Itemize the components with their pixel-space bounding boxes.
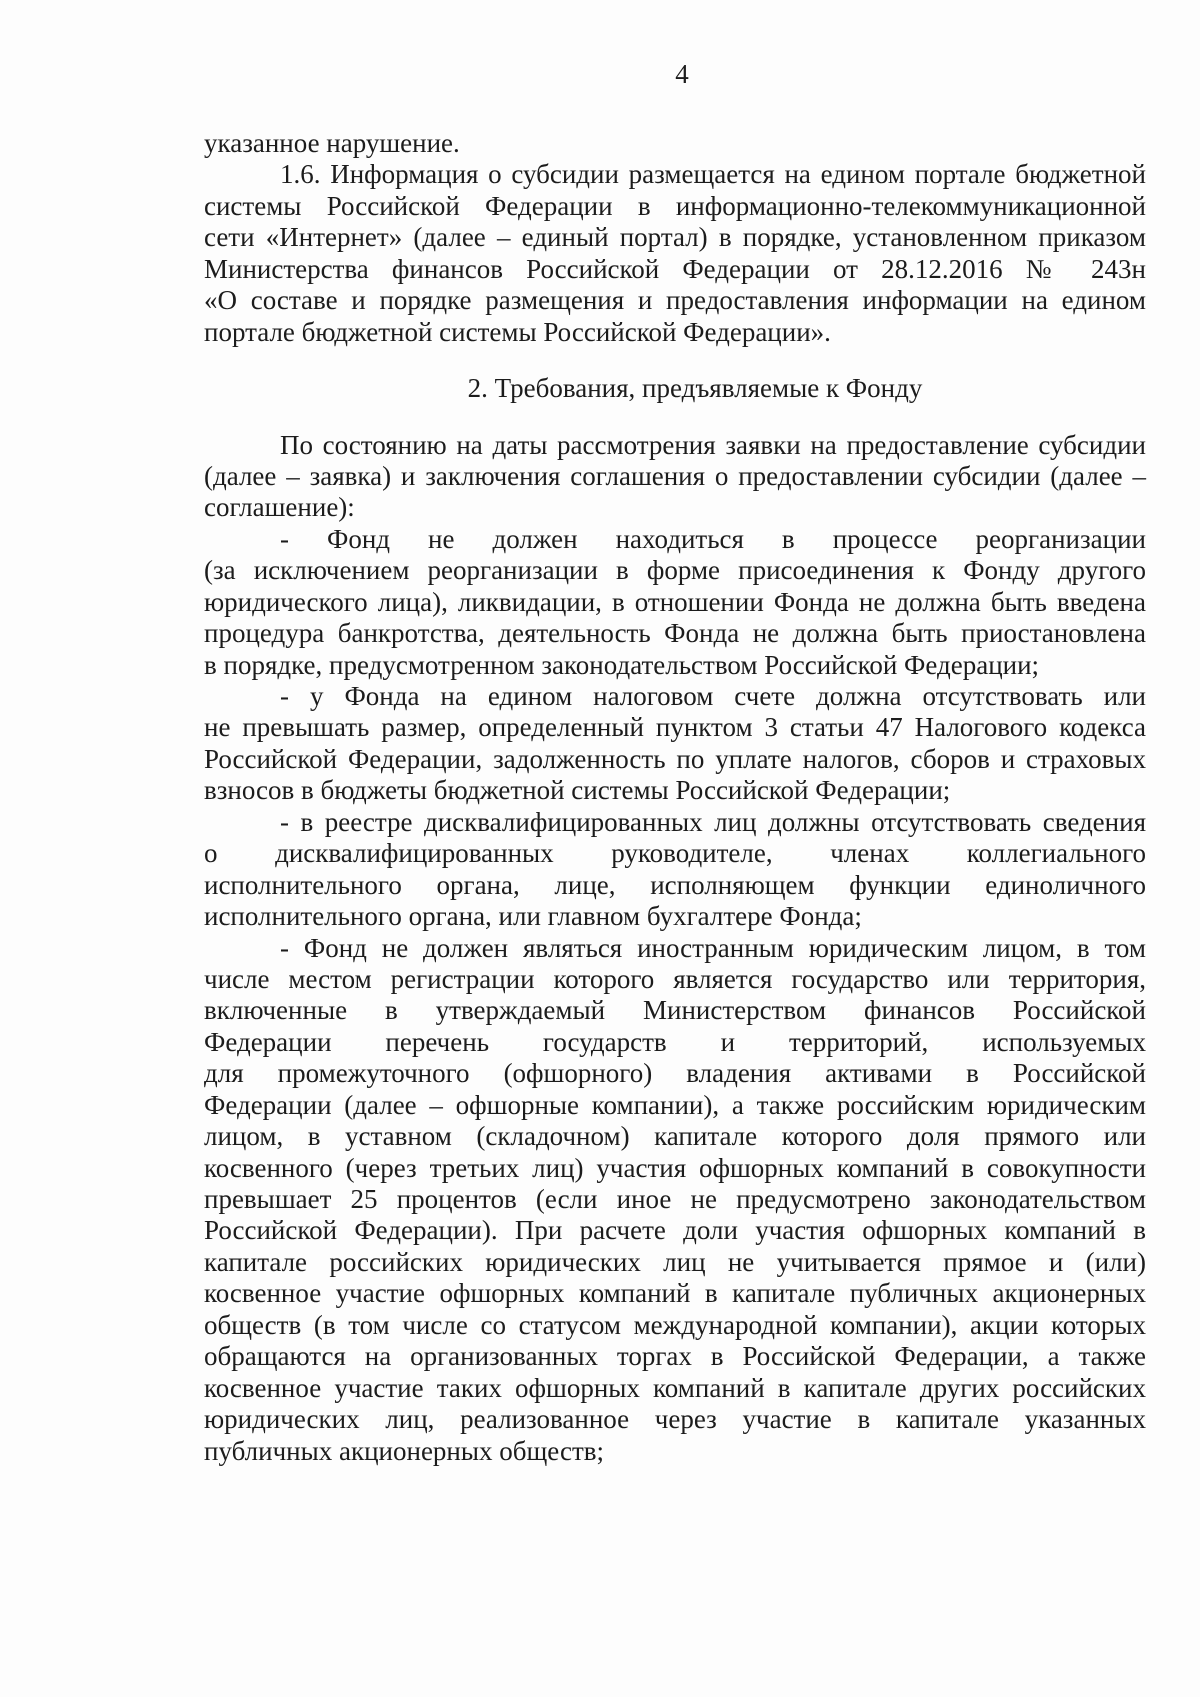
text-line: публичных акционерных обществ; bbox=[204, 1435, 604, 1466]
text-line: косвенное участие офшорных компаний в капитале публичных акционерных bbox=[204, 1278, 1146, 1309]
text-line: системы Российской Федерации в информационно-телекоммуникационной bbox=[204, 190, 1146, 221]
text-line: - в реестре дисквалифицированных лиц должны отсутствовать сведения bbox=[280, 806, 1146, 837]
text-line: «О составе и порядке размещения и предоставления информации на едином bbox=[204, 285, 1146, 316]
text-line: сети «Интернет» (далее – единый портал) в порядке, установленном приказом bbox=[204, 222, 1146, 253]
text-line: обществ (в том числе со статусом международной компании), акции которых bbox=[204, 1309, 1146, 1340]
text-line: - у Фонда на едином налоговом счете должна отсутствовать или bbox=[280, 681, 1146, 711]
text-line: (далее – заявка) и заключения соглашения о предоставлении субсидии (далее – bbox=[204, 460, 1146, 491]
text-line: превышает 25 процентов (если иное не предусмотрено законодательством bbox=[204, 1184, 1146, 1214]
text-line: в порядке, предусмотренном законодательством Российской Федерации; bbox=[204, 649, 1040, 680]
text-line: 1.6. Информация о субсидии размещается на едином портале бюджетной bbox=[280, 159, 1146, 190]
text-line: Федерации перечень государств и территорий, используемых bbox=[204, 1026, 1146, 1057]
text-line: включенные в утверждаемый Министерством финансов Российской bbox=[204, 995, 1146, 1026]
text-line: - Фонд не должен являться иностранным юридическим лицом, в том bbox=[280, 932, 1146, 963]
text-line: о дисквалифицированных руководителе, членах коллегиального bbox=[204, 838, 1146, 869]
text-line: обращаются на организованных торгах в Российской Федерации, а также bbox=[204, 1341, 1146, 1372]
text-line: лицом, в уставном (складочном) капитале которого доля прямого или bbox=[204, 1121, 1146, 1152]
text-line: соглашение): bbox=[204, 492, 355, 523]
text-line: Министерства финансов Российской Федерации от 28.12.2016 № 243н bbox=[204, 253, 1146, 284]
text-line: процедура банкротства, деятельность Фонда не должна быть приостановлена bbox=[204, 618, 1146, 649]
text-line: По состоянию на даты рассмотрения заявки на предоставление субсидии bbox=[280, 429, 1146, 460]
page-number: 4 bbox=[675, 59, 689, 89]
text-line: портале бюджетной системы Российской Федерации». bbox=[204, 316, 831, 347]
section-heading: 2. Требования, предъявляемые к Фонду bbox=[467, 373, 923, 404]
text-line: косвенного (через третьих лиц) участия офшорных компаний в совокупности bbox=[204, 1152, 1146, 1183]
text-line: исполнительного органа, лице, исполняющем функции единоличного bbox=[204, 869, 1146, 900]
text-line: исполнительного органа, или главном бухгалтере Фонда; bbox=[204, 901, 862, 932]
text-line: не превышать размер, определенный пунктом 3 статьи 47 Налогового кодекса bbox=[204, 712, 1146, 743]
text-line: косвенное участие таких офшорных компаний в капитале других российских bbox=[204, 1372, 1146, 1403]
text-line: числе местом регистрации которого является государство или территория, bbox=[204, 963, 1146, 994]
document-body bbox=[204, 128, 1146, 1467]
text-line: для промежуточного (офшорного) владения активами в Российской bbox=[204, 1058, 1146, 1089]
text-line: - Фонд не должен находиться в процессе реорганизации bbox=[280, 523, 1146, 554]
text-line: юридического лица), ликвидации, в отношении Фонда не должна быть введена bbox=[204, 586, 1146, 617]
text-line: (за исключением реорганизации в форме присоединения к Фонду другого bbox=[204, 555, 1146, 586]
text-line: юридических лиц, реализованное через участие в капитале указанных bbox=[204, 1404, 1146, 1435]
text-line: капитале российских юридических лиц не учитывается прямое и (или) bbox=[204, 1246, 1146, 1277]
text-line: взносов в бюджеты бюджетной системы Российской Федерации; bbox=[204, 775, 951, 806]
text-line: Федерации (далее – офшорные компании), а также российским юридическим bbox=[204, 1089, 1146, 1120]
text-line: Российской Федерации, задолженность по уплате налогов, сборов и страховых bbox=[204, 743, 1146, 774]
text-line: указанное нарушение. bbox=[204, 128, 460, 158]
text-line: Российской Федерации). При расчете доли участия офшорных компаний в bbox=[204, 1215, 1146, 1246]
